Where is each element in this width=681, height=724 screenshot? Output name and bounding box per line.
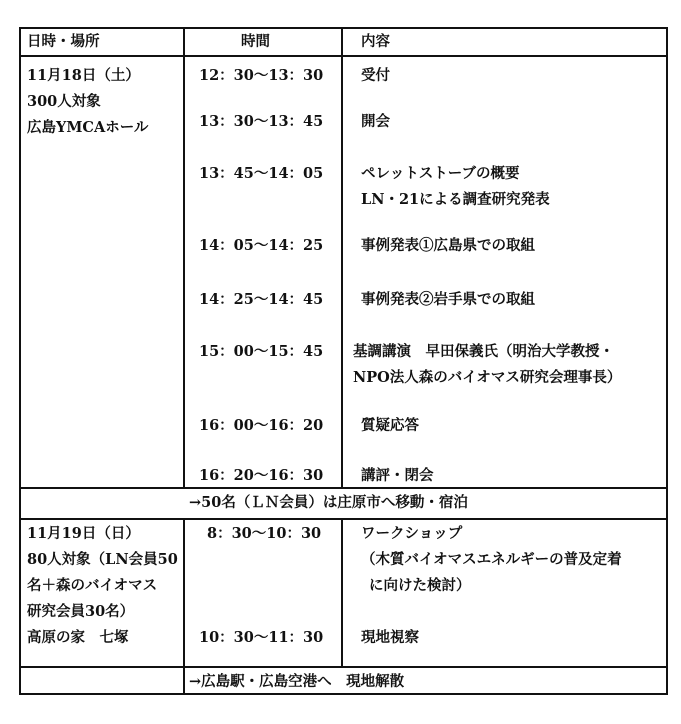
- day1-content-3: 事例発表①広島県での取組: [361, 237, 535, 254]
- col-divider-1: [183, 29, 185, 487]
- day2-capacity-3: 研究会員30名）: [27, 603, 135, 620]
- schedule-table: [19, 27, 668, 695]
- day2-time-0: 8：30〜10：30: [207, 525, 322, 542]
- day2-capacity-1: 80人対象（LN会員50: [27, 551, 178, 568]
- header-datetime-place: 日時・場所: [27, 33, 100, 50]
- col-divider-2: [341, 29, 343, 487]
- day1-capacity: 300人対象: [27, 93, 101, 110]
- day1-date: 11月18日（土）: [27, 67, 140, 84]
- note1-end-divider: [21, 518, 666, 520]
- day1-time-6: 16：00〜16：20: [199, 417, 324, 434]
- day2-capacity-2: 名＋森のバイオマス: [27, 577, 158, 594]
- day1-time-0: 12：30〜13：30: [199, 67, 324, 84]
- day1-time-7: 16：20〜16：30: [199, 467, 324, 484]
- day1-venue: 広島YMCAホール: [27, 119, 149, 136]
- day1-content-0: 受付: [361, 67, 390, 84]
- day1-content-5-line-2: NPO法人森のバイオマス研究会理事長）: [353, 369, 622, 386]
- day1-content-2-line-1: ペレットストーブの概要: [361, 165, 520, 182]
- col-divider-1b: [183, 518, 185, 666]
- day2-time-1: 10：30〜11：30: [199, 629, 324, 646]
- day2-date: 11月19日（日）: [27, 525, 140, 542]
- day1-end-divider: [21, 487, 666, 489]
- day2-info: [27, 521, 178, 651]
- day1-content-5-line-1: 基調講演 早田保義氏（明治大学教授・: [353, 343, 614, 360]
- day1-content-6: 質疑応答: [361, 417, 419, 434]
- day1-content-2-line-2: LN・21による調査研究発表: [361, 191, 550, 208]
- day2-end-divider: [21, 666, 666, 668]
- day1-time-1: 13：30〜13：45: [199, 113, 324, 130]
- day1-time-4: 14：25〜14：45: [199, 291, 324, 308]
- col-divider-1c: [183, 666, 185, 695]
- day1-content-5: [353, 339, 621, 391]
- day2-content-0-line-3: に向けた検討）: [369, 577, 471, 594]
- day1-time-2: 13：45〜14：05: [199, 165, 324, 182]
- day2-content-1: 現地視察: [361, 629, 419, 646]
- day1-time-5: 15：00〜15：45: [199, 343, 324, 360]
- day1-transfer-note: →50名（ＬＮ会員）は庄原市へ移動・宿泊: [189, 494, 468, 511]
- day1-content-1: 開会: [361, 113, 390, 130]
- day2-content-0-line-2: （木質バイオマスエネルギーの普及定着: [361, 551, 622, 568]
- header-divider: [21, 55, 666, 57]
- col-divider-2b: [341, 518, 343, 666]
- header-content: 内容: [361, 33, 390, 50]
- day1-time-3: 14：05〜14：25: [199, 237, 324, 254]
- day2-content-0: [361, 521, 622, 599]
- header-time: 時間: [241, 33, 270, 50]
- day1-content-7: 講評・閉会: [361, 467, 434, 484]
- day2-content-0-line-1: ワークショップ: [361, 525, 463, 542]
- day1-content-2: [361, 161, 550, 213]
- day1-content-4: 事例発表②岩手県での取組: [361, 291, 535, 308]
- day2-departure-note: →広島駅・広島空港へ 現地解散: [189, 673, 405, 690]
- day1-info: [27, 63, 148, 141]
- day2-venue: 高原の家 七塚: [27, 629, 129, 646]
